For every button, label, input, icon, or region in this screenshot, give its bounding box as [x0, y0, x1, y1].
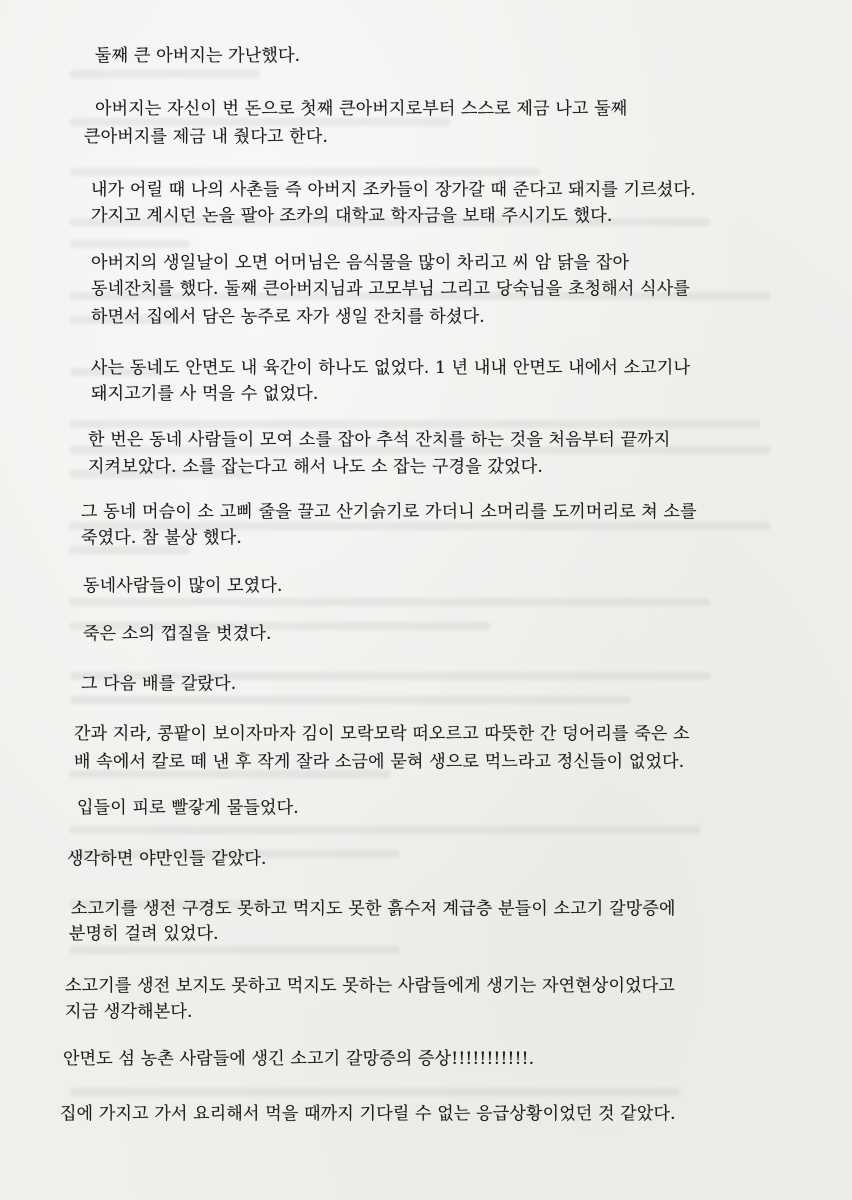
- text-line-15: 동네사람들이 많이 모였다.: [83, 576, 283, 596]
- text-line-21: 생각하면 야만인들 같았다.: [67, 849, 267, 869]
- text-line-14: 죽였다. 참 불상 했다.: [81, 528, 242, 548]
- text-line-20: 입들이 피로 빨갛게 물들었다.: [77, 798, 299, 818]
- text-line-25: 지금 생각해본다.: [65, 1002, 193, 1022]
- text-line-23: 분명히 걸려 있었다.: [69, 924, 219, 944]
- text-line-27: 집에 가지고 가서 요리해서 먹을 때까지 기다릴 수 없는 응급상황이었던 것 같았다.: [60, 1104, 676, 1124]
- text-line-12: 지켜보았다. 소를 잡는다고 해서 나도 소 잡는 구경을 갔었다.: [88, 457, 543, 477]
- text-line-10: 돼지고기를 사 먹을 수 없었다.: [91, 384, 319, 404]
- text-line-4: 내가 어릴 때 나의 사촌들 즉 아버지 조카들이 장가갈 때 준다고 돼지를 기르셨다.: [91, 180, 696, 200]
- text-line-2: 아버지는 자신이 번 돈으로 첫째 큰아버지로부터 스스로 제금 나고 둘째: [95, 99, 628, 119]
- text-line-18: 간과 지라, 콩팥이 보이자마자 김이 모락모락 떠오르고 따뜻한 간 덩어리를 죽은 소: [74, 724, 690, 744]
- text-line-8: 하면서 집에서 담은 농주로 자가 생일 잔치를 하셨다.: [91, 307, 485, 327]
- text-line-3: 큰아버지를 제금 내 줬다고 한다.: [84, 127, 329, 147]
- text-line-24: 소고기를 생전 보지도 못하고 먹지도 못하는 사람들에게 생기는 자연현상이었다고: [65, 976, 675, 996]
- text-line-1: 둘째 큰 아버지는 가난했다.: [95, 46, 301, 66]
- text-line-9: 사는 동네도 안면도 내 육간이 하나도 없었다. 1 년 내내 안면도 내에서 소고기나: [91, 358, 691, 378]
- text-line-5: 가지고 계시던 논을 팔아 조카의 대학교 학자금을 보태 주시기도 했다.: [91, 206, 613, 226]
- text-line-16: 죽은 소의 껍질을 벗겼다.: [83, 624, 272, 644]
- text-line-13: 그 동네 머슴이 소 고삐 줄을 끌고 산기슭기로 가더니 소머리를 도끼머리로 쳐 소를: [81, 502, 697, 522]
- text-line-26: 안면도 섬 농촌 사람들에 생긴 소고기 갈망증의 증상!!!!!!!!!!!.: [63, 1049, 535, 1069]
- text-line-6: 아버지의 생일날이 오면 어머님은 음식물을 많이 차리고 씨 암 닭을 잡아: [91, 253, 630, 273]
- text-line-17: 그 다음 배를 갈랐다.: [81, 674, 237, 694]
- text-line-11: 한 번은 동네 사람들이 모여 소를 잡아 추석 잔치를 하는 것을 처음부터 끝까지: [88, 430, 671, 450]
- text-line-22: 소고기를 생전 구경도 못하고 먹지도 못한 흙수저 계급층 분들이 소고기 갈망증에: [71, 899, 676, 919]
- text-line-19: 배 속에서 칼로 떼 낸 후 작게 잘라 소금에 묻혀 생으로 먹느라고 정신들이 없었다.: [74, 752, 685, 772]
- text-line-7: 동네잔치를 했다. 둘째 큰아버지님과 고모부님 그리고 당숙님을 초청해서 식사를: [91, 279, 690, 299]
